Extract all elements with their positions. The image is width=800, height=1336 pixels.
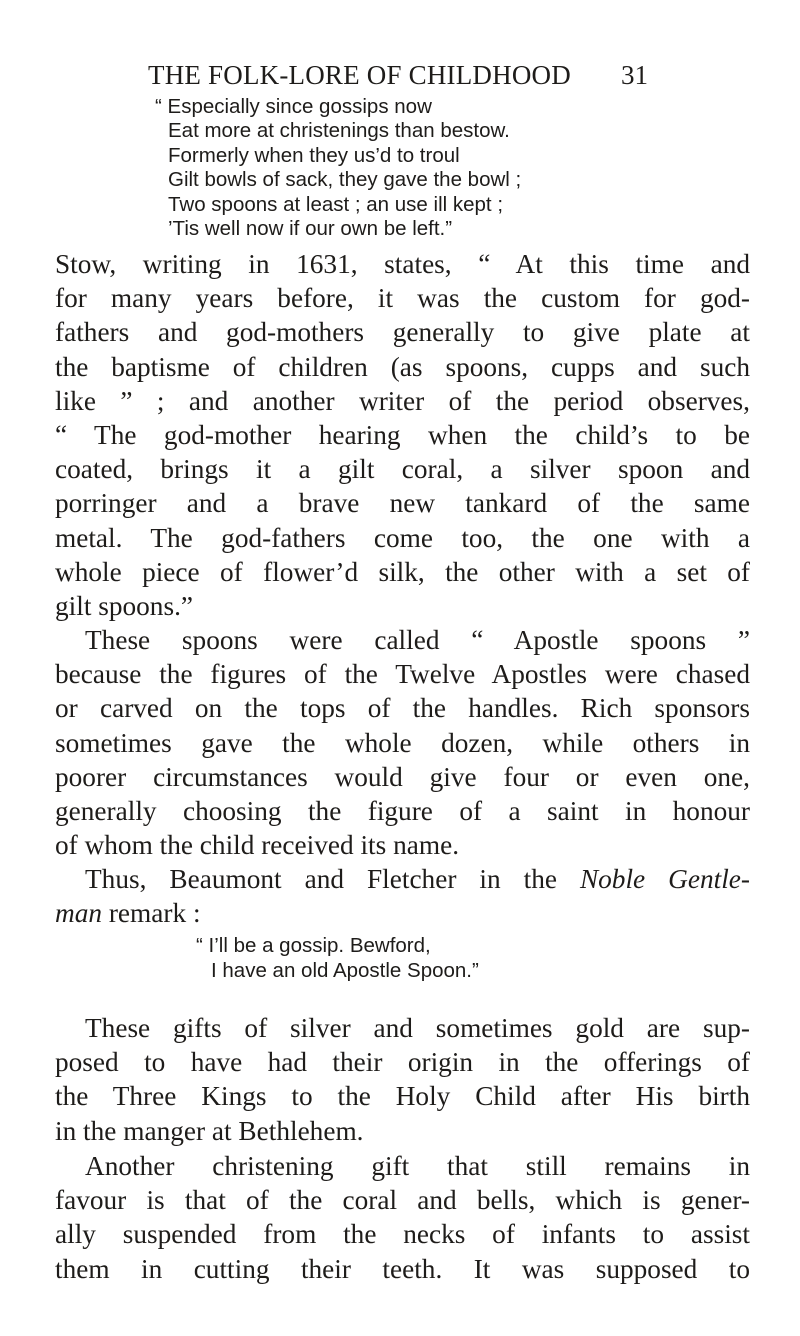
quote-line: I have an old Apostle Spoon.”: [211, 958, 479, 982]
paragraph-gifts-origin: [55, 1011, 750, 1148]
text-line: or carved on the tops of the handles. Rich sponsors: [55, 693, 750, 724]
verse-line: ’Tis well now if our own be left.”: [168, 217, 453, 241]
verse-line: Two spoons at least ; an use ill kept ;: [168, 192, 504, 216]
text-line: These gifts of silver and sometimes gold are sup-: [85, 1013, 750, 1043]
verse-line: “ Especially since gossips now: [155, 95, 432, 118]
text-line: gilt spoons.”: [55, 591, 194, 622]
text-line: because the figures of the Twelve Apostles were chased: [55, 659, 750, 690]
play-title: man: [55, 898, 103, 929]
paragraph-stow: [55, 247, 750, 623]
text-line: for many years before, it was the custom for god-: [55, 283, 750, 314]
text-line: of whom the child received its name.: [55, 830, 460, 861]
text-line: poorer circumstances would give four or even one,: [55, 761, 750, 792]
text-line: posed to have had their origin in the offerings of: [55, 1047, 750, 1078]
paragraph-apostle-spoons: [55, 623, 750, 862]
text-line: them in cutting their teeth. It was supposed to: [55, 1253, 750, 1284]
quote-block: [196, 934, 711, 984]
text-line: sometimes gave the whole dozen, while others in: [55, 727, 750, 758]
text-line: Another christening gift that still remains in: [85, 1151, 750, 1181]
verse-line: Gilt bowls of sack, they gave the bowl ;: [168, 168, 522, 192]
text-line: the Three Kings to the Holy Child after His birth: [55, 1081, 750, 1112]
text-line: generally choosing the figure of a saint in honour: [55, 796, 750, 827]
text-line: “ The god-mother hearing when the child’s to be: [55, 420, 750, 451]
verse-block: [155, 95, 728, 241]
text-line: porringer and a brave new tankard of the same: [55, 488, 750, 519]
running-title: THE FOLK-LORE OF CHILDHOOD: [148, 60, 571, 90]
text-line: whole piece of flower’d silk, the other with a set of: [55, 556, 750, 587]
text-line: favour is that of the coral and bells, which is gener-: [55, 1185, 750, 1216]
play-title: Noble Gentle-: [579, 864, 750, 894]
text-line: [55, 896, 750, 930]
paragraph-beaumont: [55, 862, 750, 930]
verse-line: Formerly when they us’d to troul: [168, 143, 460, 167]
running-head: [148, 60, 648, 96]
verse-line: Eat more at christenings than bestow.: [168, 119, 510, 143]
text-line: metal. The god-fathers come too, the one with a: [55, 522, 750, 553]
text-line: like ” ; and another writer of the period observes,: [55, 385, 750, 416]
text-line: coated, brings it a gilt coral, a silver spoon and: [55, 454, 750, 485]
text-line: [55, 862, 750, 896]
text-line: These spoons were called “ Apostle spoons ”: [85, 625, 750, 655]
text-run: remark :: [102, 898, 201, 929]
text-line: Stow, writing in 1631, states, “ At this time and: [55, 249, 750, 279]
text-line: the baptisme of children (as spoons, cupps and such: [55, 351, 750, 382]
page-number: 31: [621, 60, 648, 90]
text-line: fathers and god-mothers generally to give plate at: [55, 317, 750, 348]
quote-line: “ I’ll be a gossip. Bewford,: [196, 934, 431, 957]
text-line: in the manger at Bethlehem.: [55, 1115, 364, 1146]
text-run: Thus, Beaumont and Fletcher in the: [85, 864, 580, 894]
paragraph-coral-bells: [55, 1149, 750, 1286]
text-line: ally suspended from the necks of infants to assist: [55, 1219, 750, 1250]
